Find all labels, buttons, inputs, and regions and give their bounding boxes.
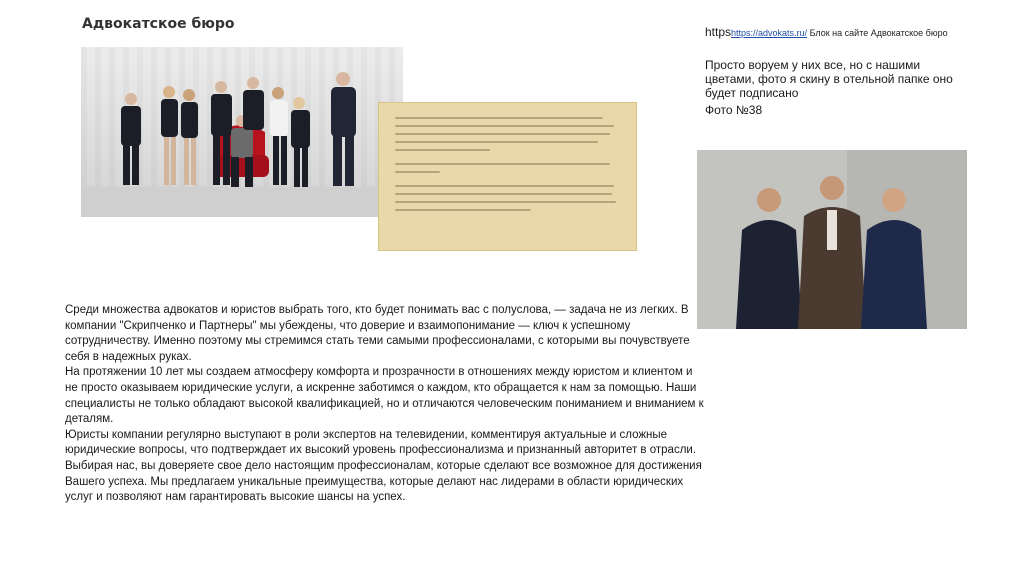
about-text-card xyxy=(378,102,637,251)
main-paragraph-1: Среди множества адвокатов и юристов выбрать того, кто будет понимать вас с полуслова, — задача не из легких. В компании "Скрипченко и Партнеры" мы убеждены, что доверие и взаимопонимание — ключ к успешному сотрудничеству. Именно поэтому мы стремимся стать теми самыми профессионалами, с которыми вы почувствуете себя в надежных руках. xyxy=(65,304,690,363)
main-text-block xyxy=(65,303,705,506)
comment-note: Просто воруем у них все, но с нашими цветами, фото я скину в отельной папке оно будет подписано xyxy=(705,58,953,100)
source-link[interactable]: https://advokats.ru/ xyxy=(731,28,808,38)
main-paragraph-4: Выбирая нас, вы доверяете свое дело настоящим профессионалам, которые сделают все возможное для достижения Вашего успеха. Мы предлагаем уникальные преимущества, которые делают нас лидерами в области юридических услуг и позволяют нам гарантировать высокие шансы на успех. xyxy=(65,459,702,504)
main-paragraph-3: Юристы компании регулярно выступают в роли экспертов на телевидении, комментируя актуальные и сложные юридические вопросы, что подтверждает их высокий уровень профессионализма и признанный авторитет в отрасли. xyxy=(65,428,697,457)
trio-photo xyxy=(697,150,967,329)
source-link-note xyxy=(705,27,960,38)
photo-label: Фото №38 xyxy=(705,103,763,117)
main-paragraph-2: На протяжении 10 лет мы создаем атмосферу комфорта и прозрачности в отношениях между юристом и клиентом и не просто оказываем юридические услуги, а искренне заботимся о каждом, кто обращается к нам за помощью. Наши специалисты не только обладают высокой квалификацией, но и отличаются человеческим пониманием и вниманием к деталям. xyxy=(65,366,704,426)
site-title: Адвокатское бюро xyxy=(82,16,235,32)
link-prefix: https xyxy=(705,25,732,39)
team-photo xyxy=(81,47,403,217)
link-description: Блок на сайте Адвокатское бюро xyxy=(809,28,948,38)
